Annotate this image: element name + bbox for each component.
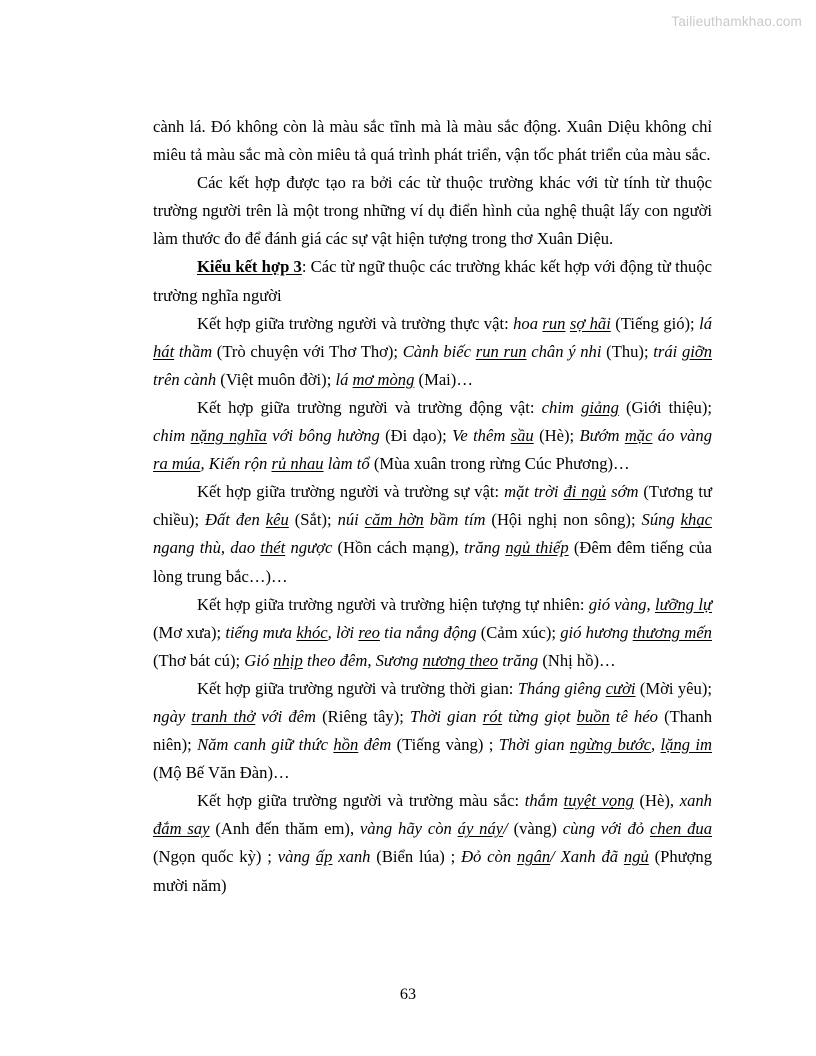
emphasised-term: rủ nhau (271, 454, 324, 474)
emphasised-term: rót (482, 706, 503, 726)
emphasised-term: khóc (296, 622, 328, 642)
emphasised-term: nặng nghĩa (190, 426, 267, 446)
emphasised-term: sầu (510, 426, 534, 446)
emphasised-term: run (542, 313, 566, 333)
paragraph-p7: Kết hợp giữa trường người và trường hiện tượng tự nhiên: gió vàng, lưỡng lự (Mơ xưa); tiếng mưa khóc, lời reo tia nắng động (Cảm xúc); gió hương thương mến (Thơ bát cú); Gió nhịp theo đêm, Sương nương theo trăng (Nhị hồ)… (153, 594, 713, 670)
emphasised-term: ngừng bước (569, 735, 652, 755)
emphasised-term: Kiểu kết hợp 3 (197, 257, 302, 277)
paragraph-p2: Các kết hợp được tạo ra bởi các từ thuộc trường khác với từ tính từ thuộc trường người trên là một trong những ví dụ điển hình của nghệ thuật lấy con người làm thước đo để đánh giá các sự vật hiện tượng trong thơ Xuân Diệu. (153, 173, 712, 249)
emphasised-term: tranh thở (191, 706, 256, 726)
paragraph-p6: Kết hợp giữa trường người và trường sự vật: mặt trời đi ngủ sớm (Tương tư chiều); Đất đen kêu (Sắt); núi căm hờn bầm tím (Hội nghị non sông); Súng khạc ngang thù, dao thét ngược (Hồn cách mạng), trăng ngủ thiếp (Đêm đêm tiếng của lòng trung bắc…)… (153, 482, 712, 586)
emphasised-term: đi ngủ (563, 482, 607, 502)
emphasised-term: căm hờn (364, 510, 424, 530)
emphasised-term: hồn (333, 735, 359, 755)
emphasised-term: ấp (315, 847, 333, 867)
emphasised-term: nhịp (273, 650, 303, 670)
emphasised-term: ngủ thiếp (505, 538, 569, 558)
emphasised-term: đắm say (153, 819, 210, 839)
emphasised-term: ngủ (623, 847, 649, 867)
emphasised-term: buồn (576, 706, 610, 726)
paragraph-p5: Kết hợp giữa trường người và trường động vật: chim giảng (Giới thiệu); chim nặng nghĩa với bông hường (Đi dạo); Ve thêm sầu (Hè); Bướm mặc áo vàng ra múa, Kiến rộn rủ nhau làm tổ (Mùa xuân trong rừng Cúc Phương)… (153, 397, 713, 474)
paragraph-p4: Kết hợp giữa trường người và trường thực vật: hoa run sợ hãi (Tiếng gió); lá hát thầm (Trò chuyện với Thơ Thơ); Cành biếc run run chân ý nhi (Thu); trái giỡn trên cành (Việt muôn đời); lá mơ mòng (Mai)… (153, 313, 712, 389)
emphasised-term: mặc (624, 426, 653, 446)
emphasised-term: sợ hãi (569, 313, 611, 333)
emphasised-term: cười (605, 678, 636, 698)
paragraph-p1: cành lá. Đó không còn là màu sắc tĩnh mà là màu sắc động. Xuân Diệu không chỉ miêu tả màu sắc mà còn miêu tả quá trình phát triển, vận tốc phát triển của màu sắc. (153, 117, 712, 165)
emphasised-term: nương theo (422, 650, 499, 670)
emphasised-term: khạc (680, 510, 712, 530)
emphasised-term: kêu (265, 510, 289, 530)
emphasised-term: thét (260, 538, 286, 558)
paragraph-p8: Kết hợp giữa trường người và trường thời gian: Tháng giêng cười (Mời yêu); ngày tranh thở với đêm (Riêng tây); Thời gian rót từng giọt buồn tê héo (Thanh niên); Năm canh giữ thức hồn đêm (Tiếng vàng) ; Thời gian ngừng bước, lặng im (Mộ Bế Văn Đàn)… (153, 678, 713, 783)
emphasised-term: lưỡng lự (654, 594, 713, 614)
emphasised-term: áy náy (457, 819, 504, 839)
emphasised-term: chen đua (649, 819, 712, 839)
emphasised-term: ngân (516, 847, 551, 867)
emphasised-term: ra múa (153, 454, 201, 474)
paragraph-p3: Kiểu kết hợp 3: Các từ ngữ thuộc các trường khác kết hợp với động từ thuộc trường nghĩa người (153, 257, 712, 305)
emphasised-term: giảng (581, 397, 619, 417)
document-body (153, 113, 712, 900)
emphasised-term: tuyệt vọng (563, 791, 634, 811)
emphasised-term: hát (153, 341, 175, 361)
emphasised-term: run run (475, 341, 527, 361)
paragraph-p9: Kết hợp giữa trường người và trường màu sắc: thắm tuyệt vọng (Hè), xanh đắm say (Anh đến thăm em), vàng hãy còn áy náy/ (vàng) cùng với đỏ chen đua (Ngọn quốc kỳ) ; vàng ấp xanh (Biển lúa) ; Đỏ còn ngân/ Xanh đã ngủ (Phượng mười năm) (153, 791, 713, 895)
emphasised-term: reo (358, 622, 380, 642)
watermark-text: Tailieuthamkhao.com (671, 14, 802, 29)
emphasised-term: lặng im (660, 735, 712, 755)
emphasised-term: giỡn (681, 341, 712, 361)
emphasised-term: thương mến (632, 622, 712, 642)
page-number: 63 (399, 985, 417, 1003)
emphasised-term: mơ mòng (352, 369, 415, 389)
